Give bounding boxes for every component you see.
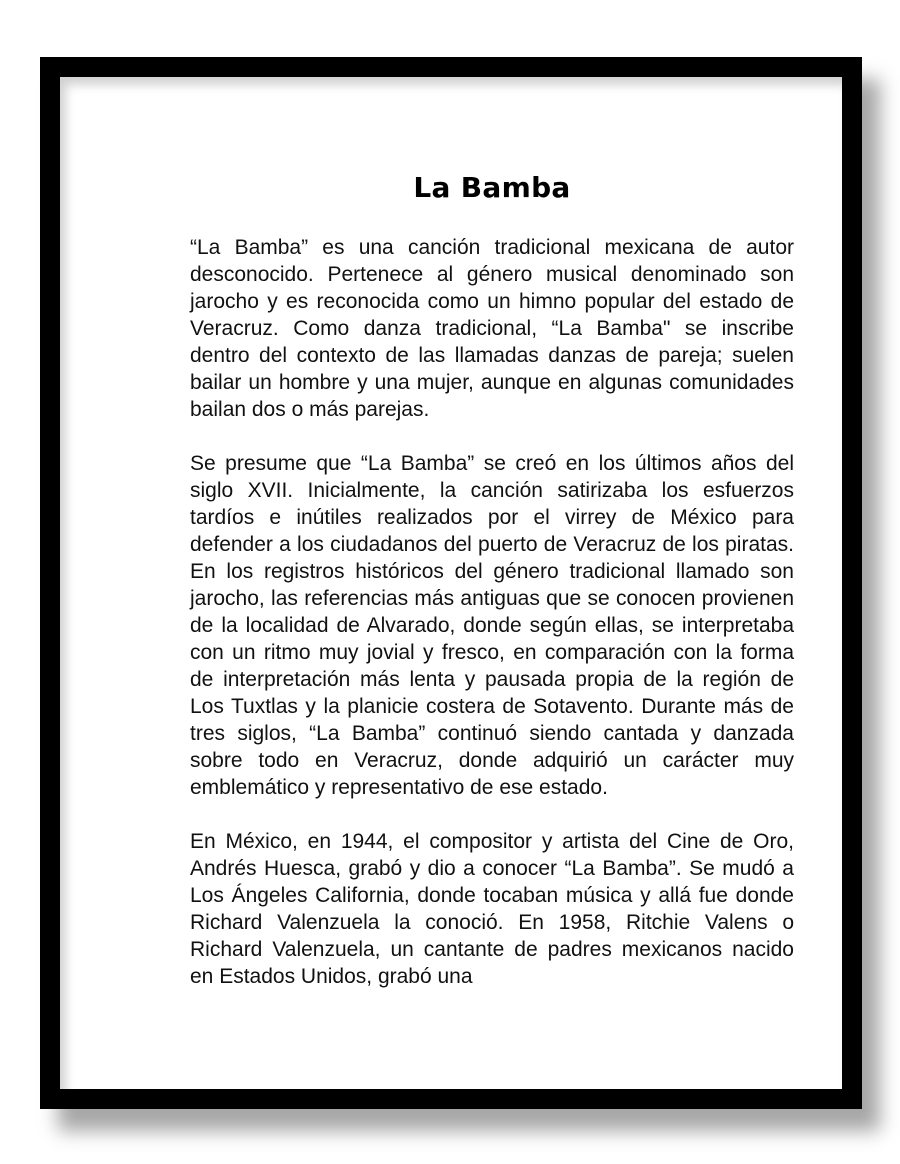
picture-frame bbox=[40, 57, 862, 1109]
document-title: La Bamba bbox=[413, 171, 571, 204]
paragraph-2: Se presume que “La Bamba” se creó en los últimos años del siglo XVII. Inicialmente, la canción satirizaba los esfuerzos tardíos e inútiles realizados por el virrey de México para defender a los ciudadanos del puerto de Veracruz de los piratas. En los registros históricos del género tradicional llamado son jarocho, las referencias más antiguas que se conocen provienen de la localidad de Alvarado, donde según ellas, se interpretaba con un ritmo muy jovial y fresco, en comparación con la forma de interpretación más lenta y pausada propia de la región de Los Tuxtlas y la planicie costera de Sotavento. Durante más de tres siglos, “La Bamba” continuó siendo cantada y danzada sobre todo en Veracruz, donde adquirió un carácter muy emblemático y representativo de ese estado. bbox=[190, 452, 794, 799]
document-content bbox=[190, 137, 794, 1017]
paragraph-3: En México, en 1944, el compositor y artista del Cine de Oro, Andrés Huesca, grabó y dio a conocer “La Bamba”. Se mudó a Los Ángeles California, donde tocaban música y allá fue donde Richard Valenzuela la conoció. En 1958, Ritchie Valens o Richard Valenzuela, un cantante de padres mexicanos nacido en Estados Unidos, grabó una bbox=[190, 830, 794, 988]
paragraph-1: “La Bamba” es una canción tradicional mexicana de autor desconocido. Pertenece al género musical denominado son jarocho y es reconocida como un himno popular del estado de Veracruz. Como danza tradicional, “La Bamba" se inscribe dentro del contexto de las llamadas danzas de pareja; suelen bailar un hombre y una mujer, aunque en algunas comunidades bailan dos o más parejas. bbox=[190, 236, 794, 421]
